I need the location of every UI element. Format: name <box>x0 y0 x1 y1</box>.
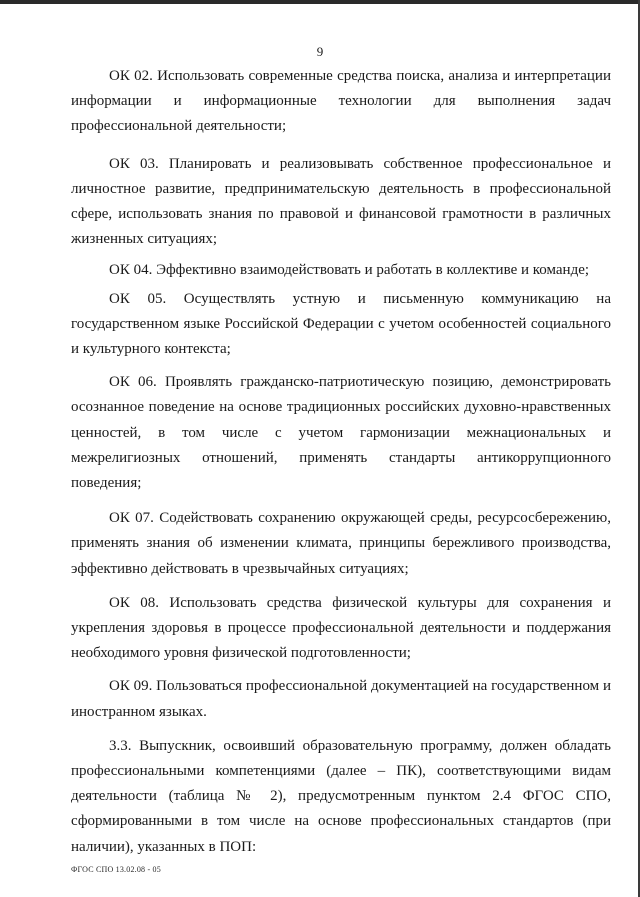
paragraph-3-3: 3.3. Выпускник, освоивший образовательную программу, должен обладать профессиональными компетенциями (далее – ПК), соответствующими видам деятельности (таблица № 2), предусмотренным пунктом 2.4 ФГОС СПО, сформированными в том числе на основе профессиональных стандартов (при наличии), указанных в ПОП: <box>71 737 611 855</box>
paragraph-ok05: ОК 05. Осуществлять устную и письменную коммуникацию на государственном языке Российской Федерации с учетом особенностей социального и культурного контекста; <box>71 290 611 358</box>
paragraph-ok08: ОК 08. Использовать средства физической культуры для сохранения и укрепления здоровья в процессе профессиональной деятельности и поддержания необходимого уровня физической подготовленности; <box>71 594 611 662</box>
paragraph-ok07: ОК 07. Содействовать сохранению окружающей среды, ресурсосбережению, применять знания об изменении климата, принципы бережливого производства, эффективно действовать в чрезвычайных ситуациях; <box>71 510 611 577</box>
scan-edge-top <box>0 0 640 4</box>
document-footer: ФГОС СПО 13.02.08 - 05 <box>71 865 161 874</box>
paragraph-ok04: ОК 04. Эффективно взаимодействовать и работать в коллективе и команде; <box>109 262 590 279</box>
paragraph-ok03: ОК 03. Планировать и реализовывать собственное профессиональное и личностное развитие, предпринимательскую деятельность в профессиональной сфере, использовать знания по правовой и финансовой грамотности в различных жизненных ситуациях; <box>71 155 611 248</box>
paragraph-ok06: ОК 06. Проявлять гражданско-патриотическую позицию, демонстрировать осознанное поведение на основе традиционных российских духовно-нравственных ценностей, в том числе с учетом гармонизации межнациональных и межрелигиозных отношений, применять стандарты антикоррупционного поведения; <box>71 374 611 492</box>
page-number: 9 <box>316 44 324 59</box>
paragraph-ok09: ОК 09. Пользоваться профессиональной документацией на государственном и иностранном языках. <box>71 678 611 720</box>
body-text <box>71 64 611 860</box>
paragraph-ok02: ОК 02. Использовать современные средства поиска, анализа и интерпретации информации и информационные технологии для выполнения задач профессиональной деятельности; <box>71 68 611 135</box>
